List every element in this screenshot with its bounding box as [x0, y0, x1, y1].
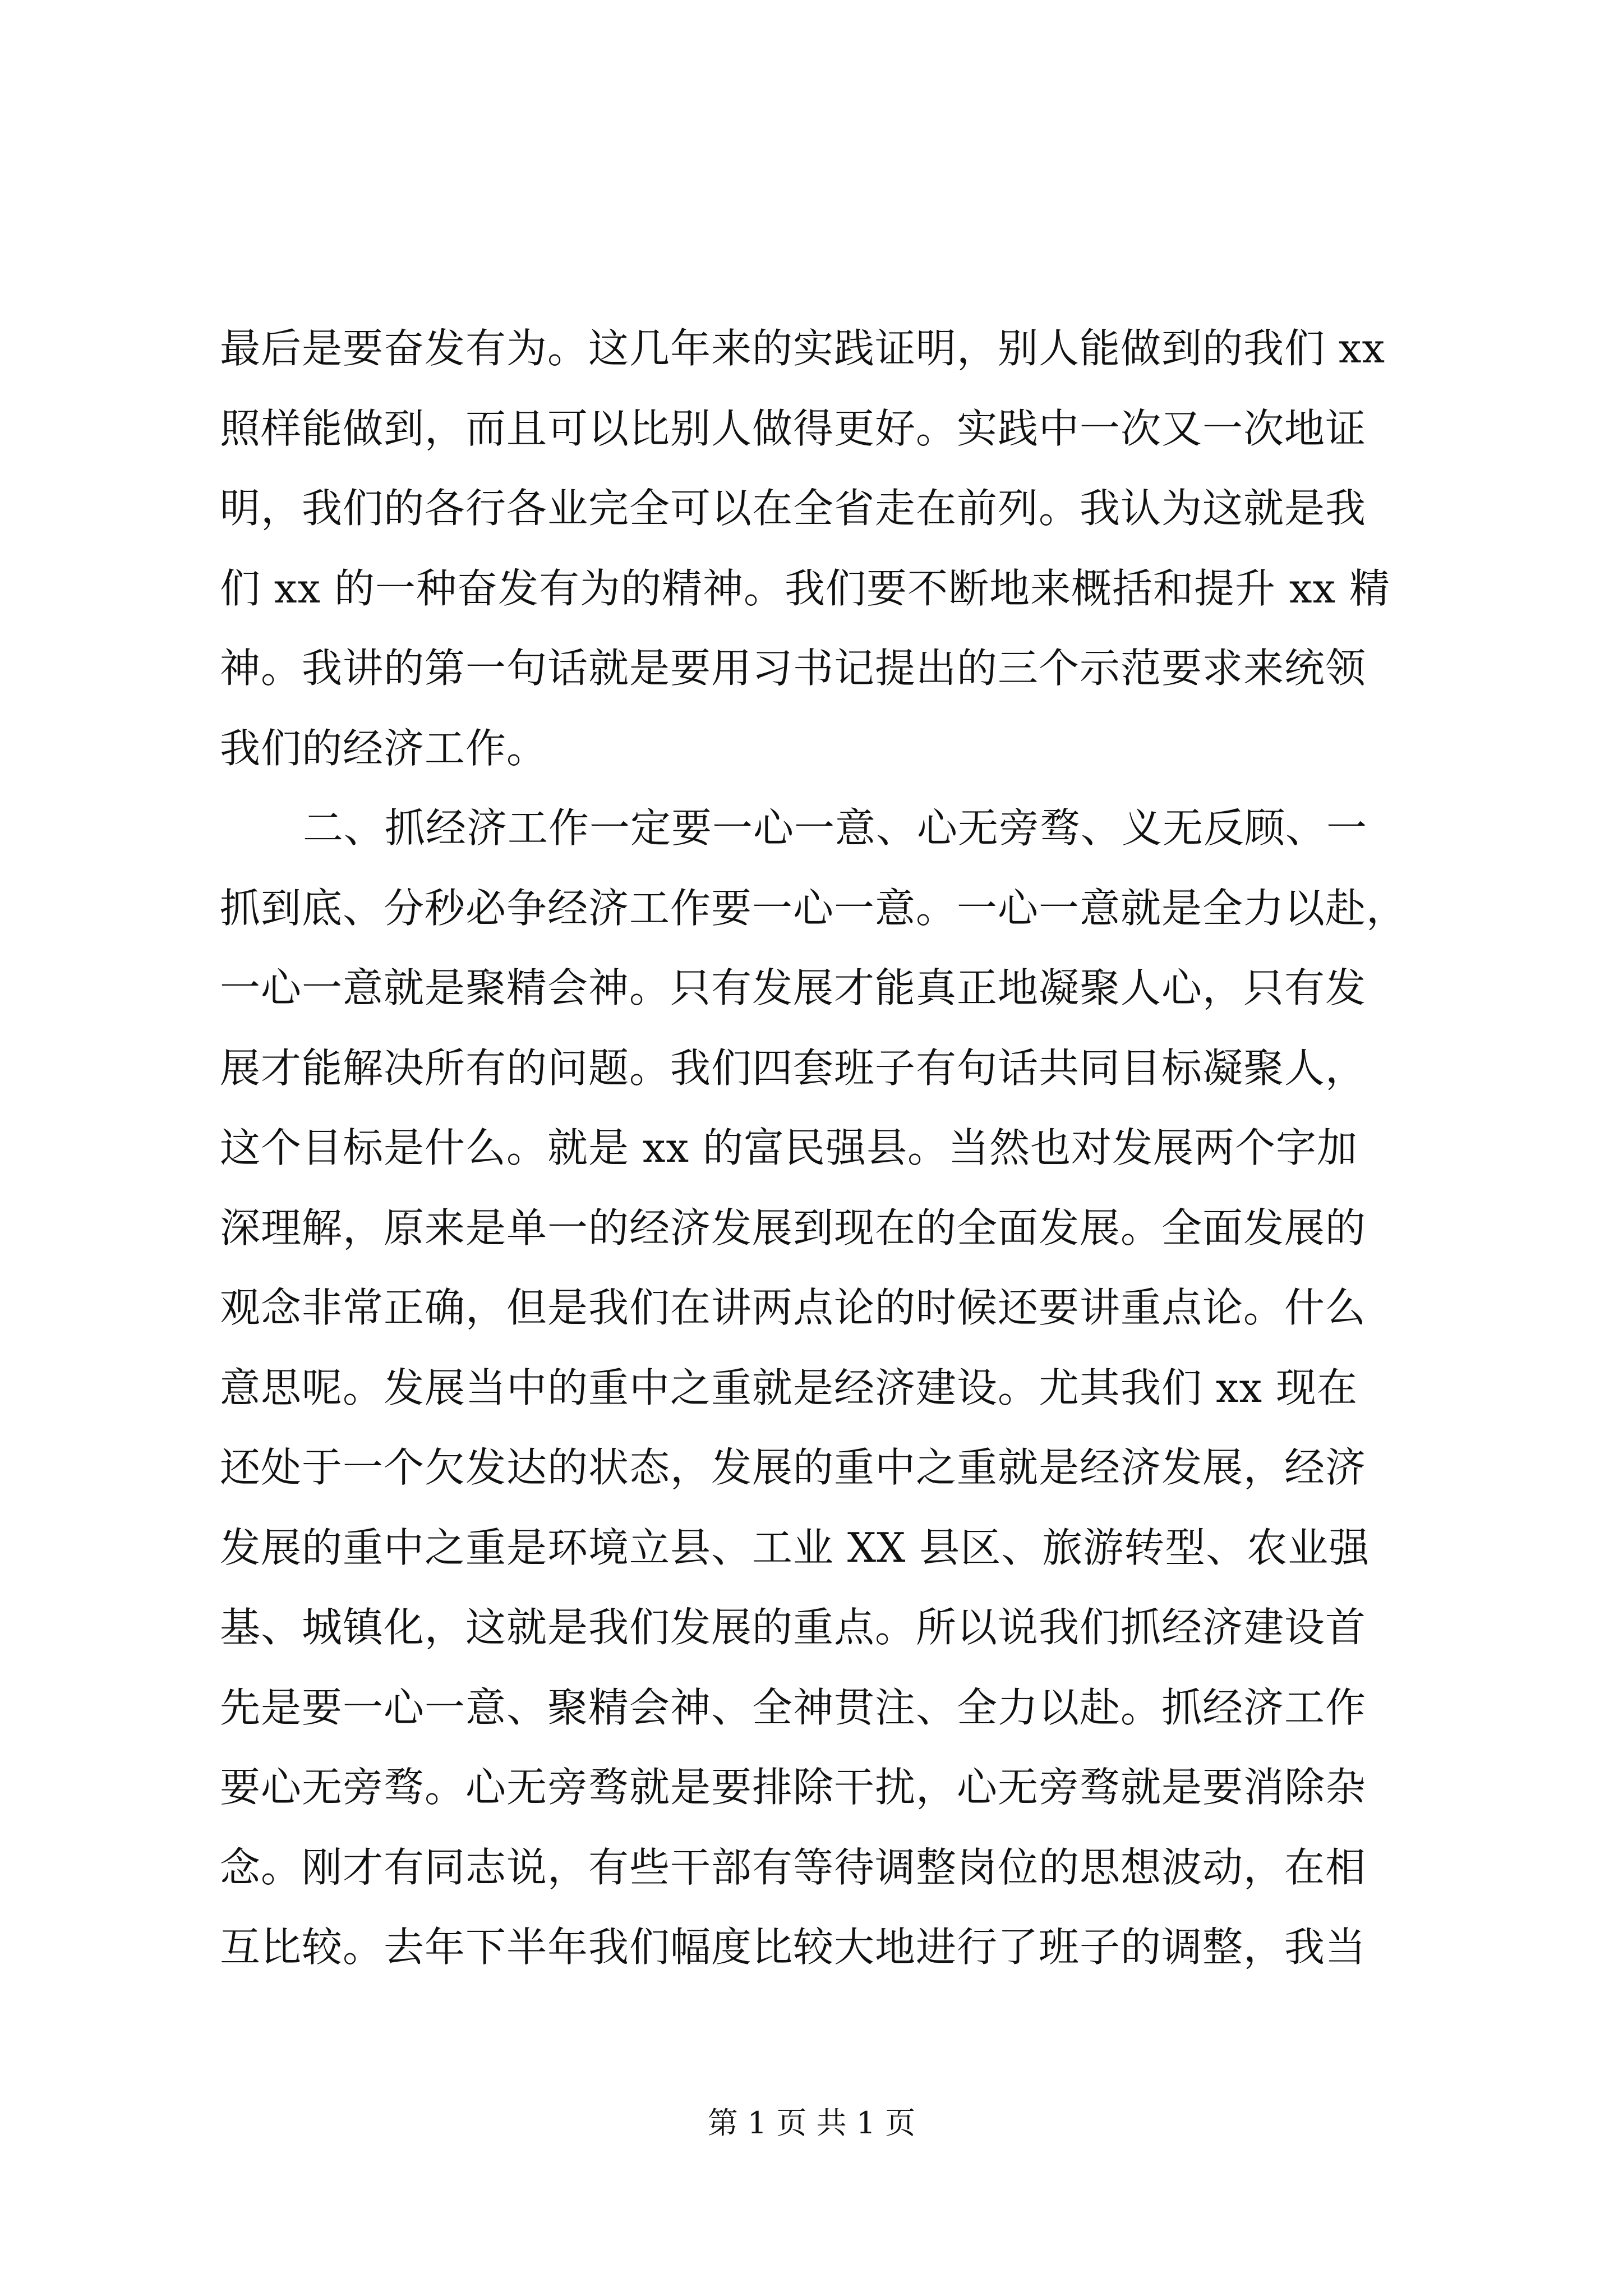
text-line-10: 展才能解决所有的问题。我们四套班子有句话共同目标凝聚人， — [220, 1044, 1367, 1092]
text-line-5: 神。我讲的第一句话就是要用习书记提出的三个示范要求来统领 — [220, 645, 1367, 692]
text-line-14: 意思呢。发展当中的重中之重就是经济建设。尤其我们 xx 现在 — [220, 1364, 1358, 1411]
text-line-18: 先是要一心一意、聚精会神、全神贯注、全力以赴。抓经济工作 — [220, 1683, 1367, 1731]
text-line-2: 照样能做到，而且可以比别人做得更好。实践中一次又一次地证 — [220, 404, 1367, 452]
text-line-19: 要心无旁骛。心无旁骛就是要排除干扰，心无旁骛就是要消除杂 — [220, 1764, 1367, 1811]
text-line-21: 互比较。去年下半年我们幅度比较大地进行了班子的调整，我当 — [220, 1924, 1367, 1971]
text-line-9: 一心一意就是聚精会神。只有发展才能真正地凝聚人心，只有发 — [220, 964, 1367, 1011]
text-line-6: 我们的经济工作。 — [220, 724, 548, 772]
text-line-3: 明，我们的各行各业完全可以在全省走在前列。我认为这就是我 — [220, 485, 1367, 532]
text-line-17: 基、城镇化，这就是我们发展的重点。所以说我们抓经济建设首 — [220, 1604, 1367, 1651]
text-line-13: 观念非常正确，但是我们在讲两点论的时候还要讲重点论。什么 — [220, 1284, 1367, 1331]
text-line-12: 深理解，原来是单一的经济发展到现在的全面发展。全面发展的 — [220, 1204, 1367, 1251]
text-line-15: 还处于一个欠发达的状态，发展的重中之重就是经济发展，经济 — [220, 1444, 1367, 1491]
text-line-11: 这个目标是什么。就是 xx 的富民强县。当然也对发展两个字加 — [220, 1124, 1358, 1171]
text-line-4: 们 xx 的一种奋发有为的精神。我们要不断地来概括和提升 xx 精 — [220, 564, 1390, 612]
document-body — [220, 309, 1408, 1987]
text-line-7-paragraph-start: 二、抓经济工作一定要一心一意、心无旁骛、义无反顾、一 — [303, 804, 1368, 852]
text-line-1: 最后是要奋发有为。这几年来的实践证明，别人能做到的我们 xx — [220, 325, 1386, 372]
page-footer: 第 1 页 共 1 页 — [707, 2105, 916, 2141]
text-line-20: 念。刚才有同志说，有些干部有等待调整岗位的思想波动，在相 — [220, 1843, 1367, 1891]
text-line-8: 抓到底、分秒必争经济工作要一心一意。一心一意就是全力以赴， — [220, 884, 1408, 932]
text-line-16: 发展的重中之重是环境立县、工业 XX 县区、旅游转型、农业强 — [220, 1524, 1370, 1571]
